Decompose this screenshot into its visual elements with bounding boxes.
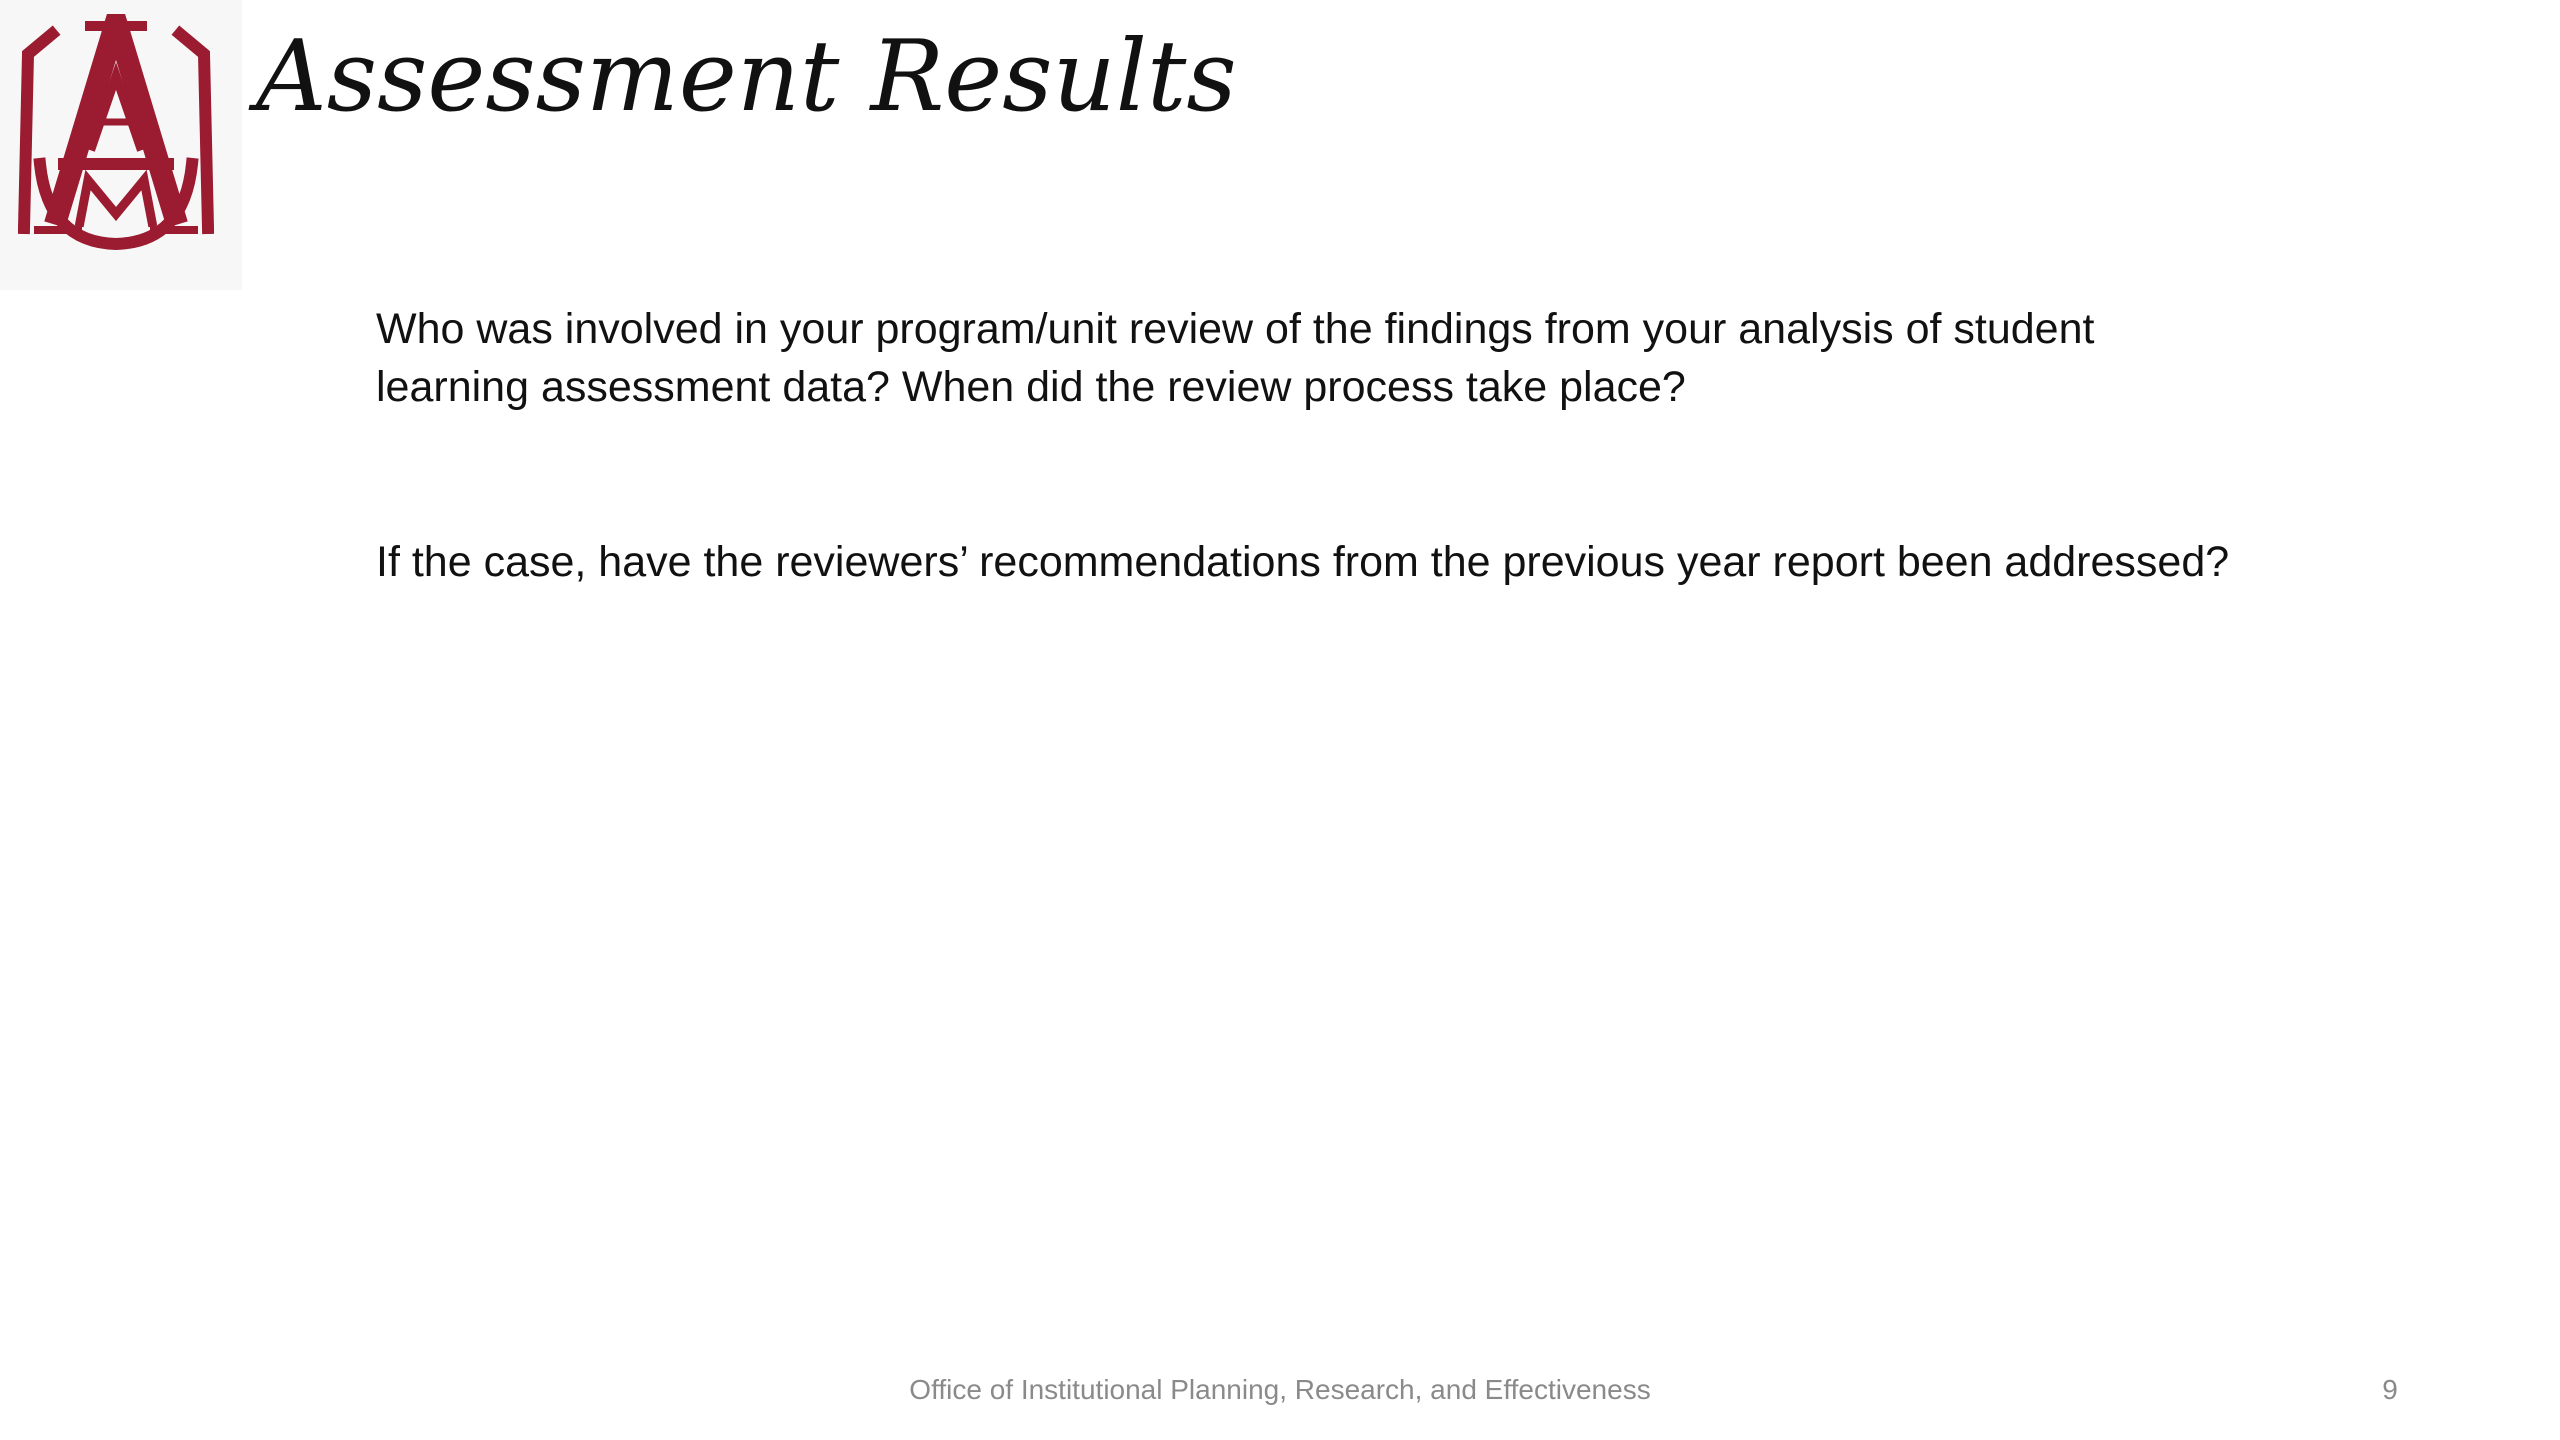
page-number: 9 [2382,1374,2398,1405]
question-paragraph-previous-recommendations: If the case, have the reviewers’ recommendations from the previous year report been addressed? [376,538,2230,586]
aamu-logo-icon [18,14,214,254]
question-paragraph-review-participants: Who was involved in your program/unit review of the findings from your analysis of student learning assessment data? When did the review process take place? [376,305,2095,411]
slide-title: Assessment Results [256,20,1237,134]
slide-footer: Office of Institutional Planning, Research, and Effectiveness [909,1374,1651,1405]
logo-container [0,0,242,290]
